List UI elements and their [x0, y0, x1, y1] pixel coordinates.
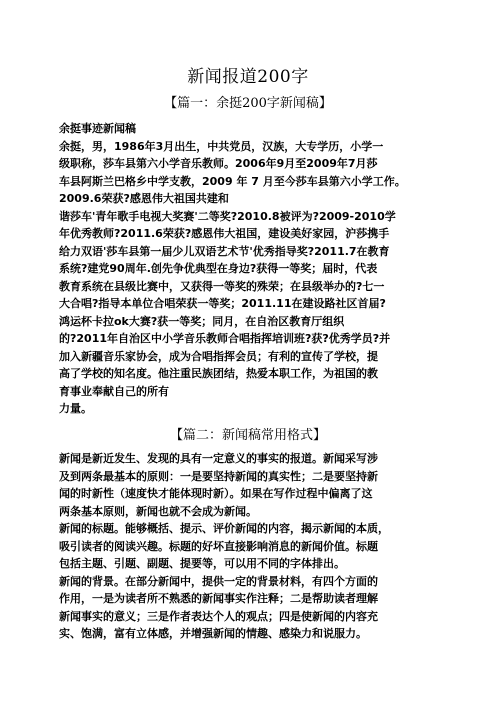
body-line: 吸引读者的阅读兴趣。标题的好坏直接影响消息的新闻价值。标题	[59, 539, 378, 553]
body-line: 新闻的背景。在部分新闻中，提供一定的背景材料，有四个方面的	[59, 574, 378, 588]
body-line: 及到两条最基本的原则：一是要坚持新闻的真实性；二是要坚持新	[59, 469, 378, 483]
body-line: 的?2011年自治区中小学音乐教师合唱指挥培训班?获?优秀学员?并	[59, 332, 391, 345]
section-heading-1: 【篇一：余挺200字新闻稿】	[164, 96, 332, 111]
body-line: 给力双语'莎车县第一届少儿双语艺术节'优秀指导奖?2011.7在教育	[59, 244, 390, 258]
body-line: 高了学校的知名度。他注重民族团结，热爱本职工作，为祖国的教	[59, 367, 378, 380]
body-line: 两条基本原则，新闻也就不会成为新闻。	[59, 504, 257, 518]
body-line: 余挺事迹新闻稿	[59, 122, 136, 135]
body-line: 包括主题、引题、副题、提要等，可以用不同的字体排出。	[59, 557, 345, 570]
document-title: 新闻报道200字	[187, 67, 309, 87]
body-line: 新闻的标题。能够概括、提示、评价新闻的内容，揭示新闻的本质，	[59, 522, 389, 535]
body-line: 余挺，男，1986年3月出生，中共党员，汉族，大专学历，小学一	[59, 139, 384, 153]
body-line: 年优秀教师?2011.6荣获?感恩伟大祖国，建设美好家园，沪莎携手	[59, 227, 390, 240]
body-line: 作用，一是为读者所不熟悉的新闻事实作注释；二是帮助读者理解	[59, 592, 378, 605]
section-heading-2: 【篇二：新闻稿常用格式】	[169, 428, 326, 443]
body-line: 鸿运杯卡拉ok大赛?获一等奖；同月，在自治区教育厅组织	[59, 314, 345, 328]
body-line: 力量。	[59, 402, 92, 415]
body-line: 加入新疆音乐家协会，成为合唱指挥会员；有利的宣传了学校，提	[59, 349, 378, 363]
body-line: 谐莎车'青年歌手电视大奖赛'二等奖?2010.8被评为?2009-2010学	[59, 209, 396, 223]
body-line: 实、饱满，富有立体感，并增强新闻的情趣、感染力和说服力。	[59, 627, 367, 640]
body-line: 育事业奉献自己的所有	[59, 384, 169, 398]
body-line: 新闻事实的意义；三是作者表达个人的观点；四是使新闻的内容充	[59, 609, 378, 623]
body-line: 教育系统在县级比赛中，又获得一等奖的殊荣；在县级举办的?七一	[59, 279, 385, 293]
body-line: 车县阿斯兰巴格乡中学支教，2009 年 7 月至今莎车县第六小学工作。	[59, 174, 406, 188]
section-body-1	[59, 120, 451, 418]
body-line: 系统?建党90周年.创先争优典型在身边?获得一等奖；届时，代表	[59, 262, 378, 275]
body-line: 闻的时新性（速度快才能体现时新）。如果在写作过程中偏离了这	[59, 487, 373, 500]
body-line: 2009.6荣获?感恩伟大祖国共建和	[59, 192, 229, 205]
body-line: 大合唱?指导本单位合唱荣获一等奖；2011.11在建设路社区首届?	[59, 297, 386, 310]
body-line: 新闻是新近发生、发现的具有一定意义的事实的报道。新闻采写涉	[59, 452, 378, 465]
body-line: 级职称，莎车县第六小学音乐教师。2006年9月至2009年7月莎	[59, 157, 378, 170]
section-body-2	[59, 450, 451, 643]
